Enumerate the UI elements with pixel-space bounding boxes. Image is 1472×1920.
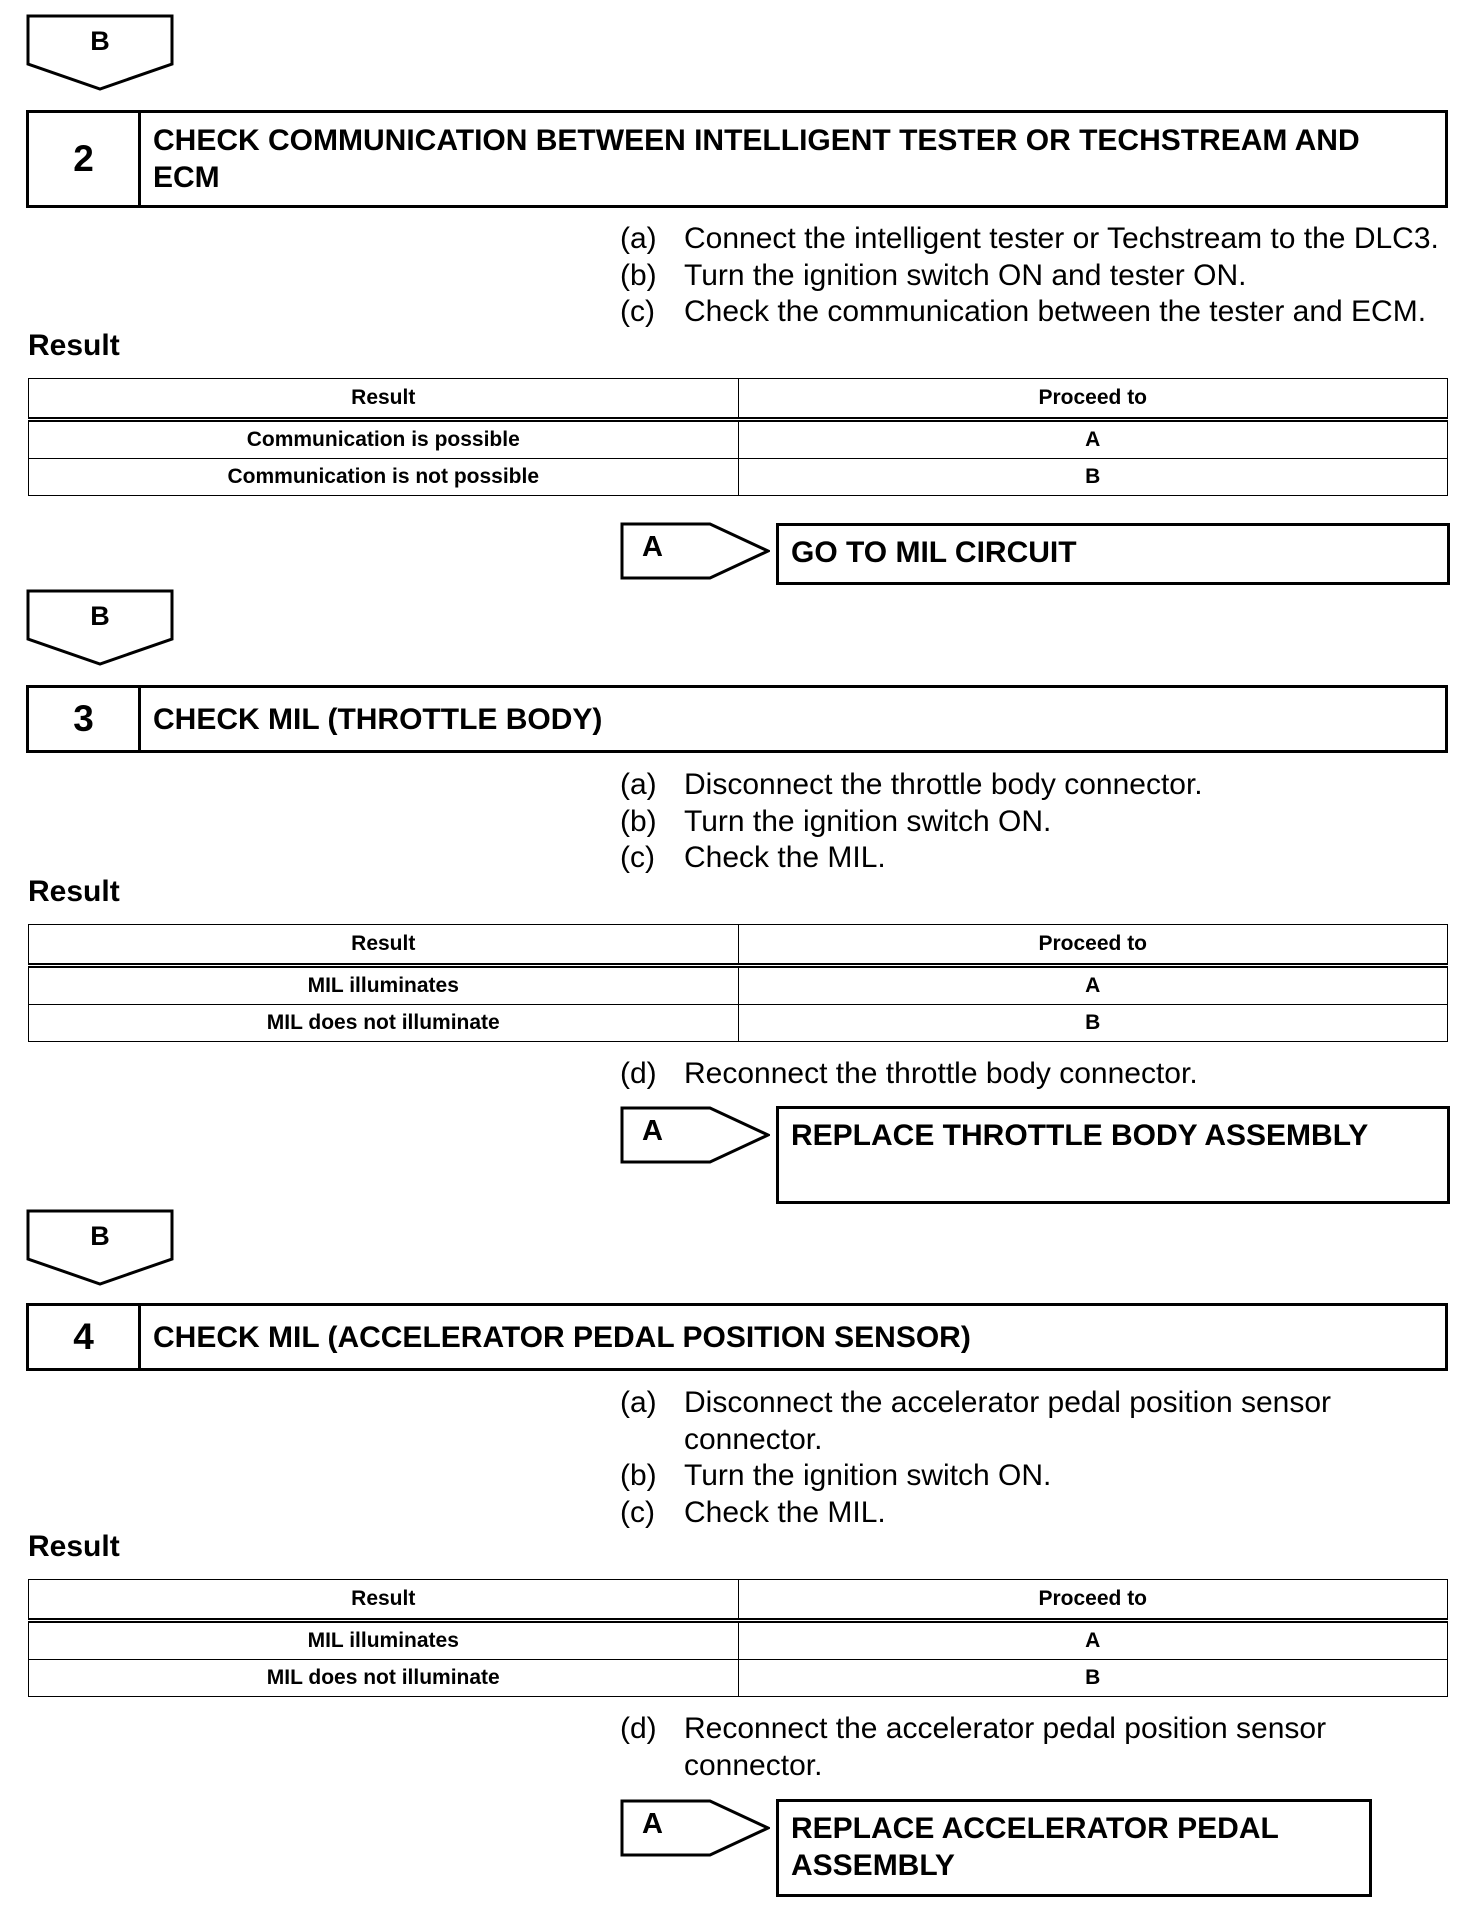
result-cell: MIL does not illuminate	[29, 1660, 739, 1697]
instruction-label: (d)	[620, 1712, 657, 1745]
instruction-label: (c)	[620, 841, 655, 874]
result-cell: Communication is not possible	[29, 459, 739, 496]
b-flag	[26, 1209, 174, 1287]
a-arrow-flag	[620, 522, 770, 582]
result-heading: Result	[28, 329, 120, 362]
table-header-proceed: Proceed to	[738, 925, 1448, 966]
instruction-item	[620, 1458, 1380, 1495]
instruction-label: (b)	[620, 258, 657, 292]
result-table-step-4	[28, 1579, 1448, 1697]
instruction-label: (c)	[620, 1495, 655, 1529]
instruction-text: Reconnect the accelerator pedal position sensor connector.	[684, 1712, 1327, 1782]
step-title: CHECK COMMUNICATION BETWEEN INTELLIGENT TESTER OR TECHSTREAM AND ECM	[153, 124, 1360, 194]
instruction-text: Check the MIL.	[684, 1495, 886, 1529]
result-cell: MIL does not illuminate	[29, 1005, 739, 1042]
instruction-item	[620, 840, 1460, 877]
instruction-text: Check the communication between the tester and ECM.	[684, 295, 1427, 328]
instruction-text: Turn the ignition switch ON.	[684, 1459, 1052, 1492]
table-row	[29, 1621, 1448, 1660]
b-flag-label: B	[90, 1221, 110, 1251]
step-title: CHECK MIL (THROTTLE BODY)	[153, 702, 603, 736]
step-2-header	[26, 110, 1448, 208]
a-flag-label: A	[642, 531, 663, 563]
step-3-header	[26, 685, 1448, 753]
result-heading: Result	[28, 1530, 120, 1563]
a-arrow-flag	[620, 1799, 770, 1859]
instruction-item	[620, 1711, 1380, 1784]
action-box: REPLACE ACCELERATOR PEDAL ASSEMBLY	[776, 1799, 1372, 1897]
proceed-cell: A	[738, 420, 1448, 459]
table-header-proceed: Proceed to	[738, 379, 1448, 420]
step-number: 3	[29, 688, 141, 750]
instruction-text: Turn the ignition switch ON.	[684, 804, 1052, 838]
proceed-cell: A	[738, 966, 1448, 1005]
table-row	[29, 1005, 1448, 1042]
instruction-label: (a)	[620, 768, 657, 801]
instruction-item	[620, 1385, 1380, 1458]
instruction-label: (c)	[620, 295, 655, 328]
table-row	[29, 459, 1448, 496]
result-table-step-3	[28, 924, 1448, 1042]
instruction-item	[620, 294, 1460, 331]
b-flag-label: B	[90, 601, 110, 631]
instruction-text: Turn the ignition switch ON and tester ON.	[684, 258, 1247, 292]
instruction-item	[620, 1495, 1380, 1532]
result-cell: Communication is possible	[29, 420, 739, 459]
b-flag	[26, 14, 174, 92]
result-heading: Result	[28, 875, 120, 908]
result-cell: MIL illuminates	[29, 1621, 739, 1660]
action-box: GO TO MIL CIRCUIT	[776, 523, 1450, 585]
table-header-result: Result	[29, 925, 739, 966]
instruction-text: Disconnect the throttle body connector.	[684, 768, 1203, 801]
step-4-header	[26, 1303, 1448, 1371]
proceed-cell: B	[738, 459, 1448, 496]
instruction-item	[620, 804, 1460, 841]
b-flag	[26, 589, 174, 667]
instruction-item	[620, 1056, 1460, 1093]
step-3-after-instruction	[620, 1056, 1460, 1093]
table-header-result: Result	[29, 1580, 739, 1621]
step-4-instructions	[620, 1385, 1380, 1531]
instruction-text: Connect the intelligent tester or Techstream to the DLC3.	[684, 222, 1439, 255]
instruction-item	[620, 767, 1460, 804]
step-number: 4	[29, 1306, 141, 1368]
step-2-instructions	[620, 221, 1460, 331]
table-header-result: Result	[29, 379, 739, 420]
instruction-label: (b)	[620, 804, 657, 838]
table-row	[29, 1660, 1448, 1697]
table-row	[29, 420, 1448, 459]
table-row	[29, 966, 1448, 1005]
a-arrow-flag	[620, 1106, 770, 1166]
instruction-item	[620, 221, 1460, 258]
table-header-proceed: Proceed to	[738, 1580, 1448, 1621]
proceed-cell: B	[738, 1005, 1448, 1042]
a-flag-label: A	[642, 1808, 663, 1840]
instruction-label: (a)	[620, 1386, 657, 1419]
instruction-text: Reconnect the throttle body connector.	[684, 1057, 1198, 1090]
result-table-step-2	[28, 378, 1448, 496]
step-3-instructions	[620, 767, 1460, 877]
action-box: REPLACE THROTTLE BODY ASSEMBLY	[776, 1106, 1450, 1204]
step-title: CHECK MIL (ACCELERATOR PEDAL POSITION SENSOR)	[153, 1320, 971, 1354]
step-number: 2	[29, 113, 141, 205]
result-cell: MIL illuminates	[29, 966, 739, 1005]
proceed-cell: A	[738, 1621, 1448, 1660]
instruction-text: Disconnect the accelerator pedal position sensor connector.	[684, 1386, 1332, 1456]
a-flag-label: A	[642, 1115, 663, 1147]
instruction-label: (a)	[620, 222, 657, 255]
instruction-label: (d)	[620, 1057, 657, 1090]
instruction-label: (b)	[620, 1459, 657, 1492]
b-flag-label: B	[90, 26, 110, 56]
step-4-after-instruction	[620, 1711, 1380, 1784]
proceed-cell: B	[738, 1660, 1448, 1697]
instruction-item	[620, 258, 1460, 295]
instruction-text: Check the MIL.	[684, 841, 886, 874]
